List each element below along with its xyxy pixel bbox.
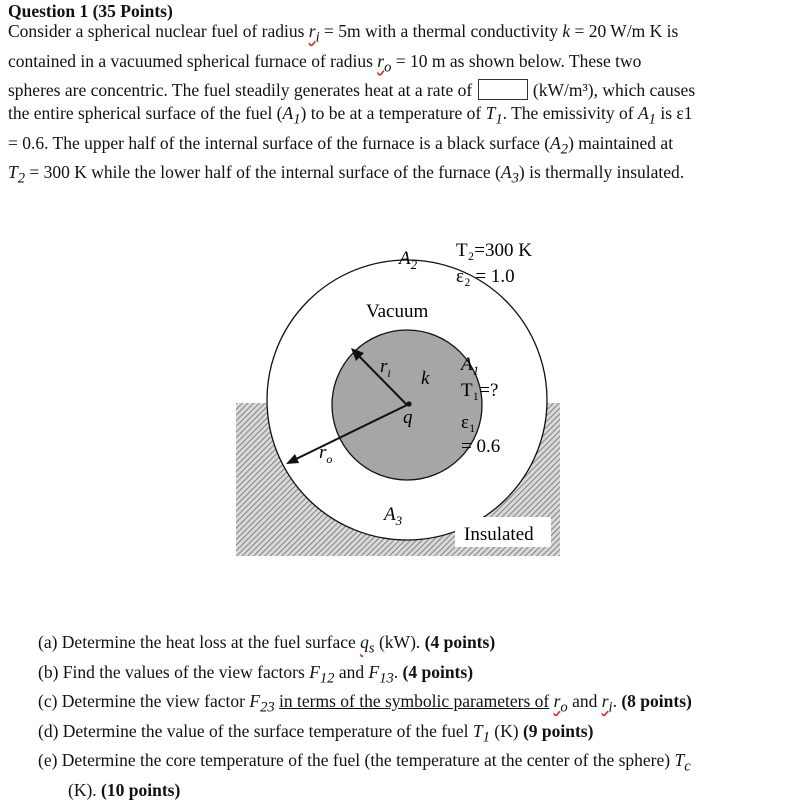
ri-label: $r_i$ <box>380 356 391 380</box>
insulated-label: Insulated <box>464 524 534 545</box>
A1-symbol: $A_1$ <box>282 103 301 128</box>
T1-label: T₁=? <box>461 380 499 401</box>
T1-symbol: $T_1$ <box>485 103 503 128</box>
A3-symbol: $A_3$ <box>500 162 519 187</box>
eps1-value: = 0.6 <box>461 436 501 457</box>
question-parts <box>38 631 798 802</box>
eps2-label: ε₂ = 1.0 <box>456 266 515 287</box>
part-a: (a) Determine the heat loss at the fuel surface $q_s$ (kW). (4 points) <box>38 632 496 657</box>
p1-line-1: Consider a spherical nuclear fuel of radius $r_i = 5m$ with a thermal conductivity k = 20 W/m K is <box>8 21 679 46</box>
ro-symbol: $r_o$ <box>377 50 392 75</box>
T2-symbol: $T_2$ <box>8 162 26 187</box>
ri-symbol: $r_i$ <box>308 21 320 46</box>
k-label: k <box>421 368 430 389</box>
part-d: (d) Determine the value of the surface temperature of the fuel $T_1$ (K) (9 points) <box>38 720 594 745</box>
qdot-label: q <box>403 407 413 428</box>
p2-line-1: the entire spherical surface of the fuel $(A_1)$ to be at a temperature of $T_1$. The emissivity of $A_1$ is ε1 <box>8 103 693 128</box>
p1-line-2: contained in a vacuumed spherical furnace of radius $r_o = 10$ m as shown below. These two <box>8 50 642 75</box>
k-symbol: k <box>562 21 571 41</box>
p2-line-2: = 0.6. The upper half of the internal surface of the furnace is a black surface $(A_2)$ maintained at <box>8 132 674 157</box>
vacuum-label: Vacuum <box>366 301 429 322</box>
A1-label: $A_1$ <box>461 354 480 378</box>
question-title: Question 1 (35 Points) <box>8 1 173 21</box>
part-c: (c) Determine the view factor $F_{23}$ in terms of the symbolic parameters of $r_o$ and $r_i$. (8 points) <box>38 691 692 716</box>
A2-label: $A_2$ <box>399 248 418 272</box>
part-e: (e) Determine the core temperature of the fuel (the temperature at the center of the sphere) $T_c$ (K). (10 points) <box>38 750 691 800</box>
A3-label: $A_3$ <box>384 504 403 528</box>
T2-label: T₂=300 K <box>456 240 532 261</box>
p1-line-3: spheres are concentric. The fuel steadily generates heat at a rate of (kW/m³), which causes <box>8 80 696 100</box>
p2-line-3: $T_2 = 300$ K while the lower half of the internal surface of the furnace $(A_3)$ is thermally insulated. <box>8 162 685 187</box>
heat-source-dot <box>406 401 411 406</box>
A2-symbol: $A_2$ <box>550 132 569 157</box>
ro-label: $r_o$ <box>319 442 333 466</box>
eps1-label: ε₁ <box>461 412 476 433</box>
part-b: (b) Find the values of the view factors $F_{12}$ and $F_{13}$. (4 points) <box>38 661 474 686</box>
